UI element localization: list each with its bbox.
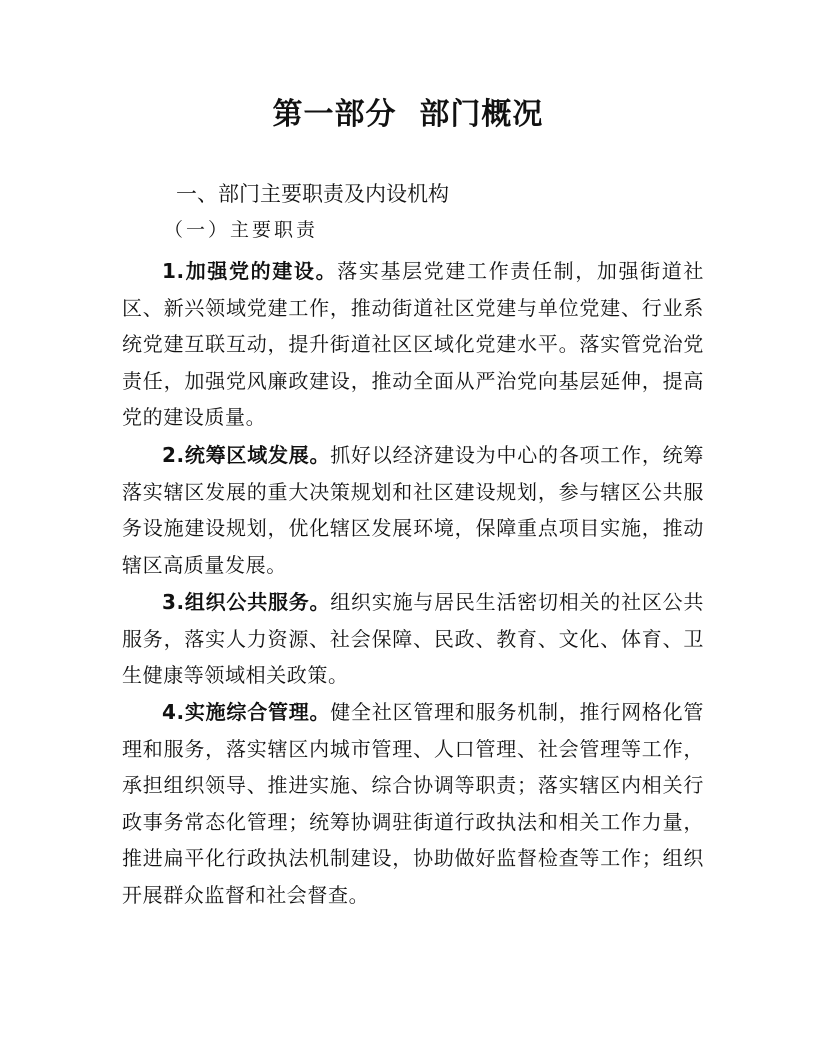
duty-4-lead: 4.实施综合管理。 <box>162 700 331 724</box>
duty-3-lead: 3.组织公共服务。 <box>162 590 331 614</box>
duty-paragraph-3 <box>122 584 704 694</box>
subsection-heading: （一）主要职责 <box>164 219 319 241</box>
duty-4-text: 健全社区管理和服务机制，推行网格化管理和服务，落实辖区内城市管理、人口管理、社会管理等工作，承担组织领导、推进实施、综合协调等职责；落实辖区内相关行政事务常态化管理；统筹协调驻街道行政执法和相关工作力量，推进扁平化行政执法机制建设，协助做好监督检查等工作；组织开展群众监督和社会督查。 <box>122 700 704 907</box>
duty-3-text: 组织实施与居民生活密切相关的社区公共服务，落实人力资源、社会保障、民政、教育、文化、体育、卫生健康等领域相关政策。 <box>122 590 704 687</box>
duty-paragraph-2 <box>122 437 704 583</box>
duty-2-lead: 2.统筹区域发展。 <box>162 443 331 467</box>
duty-2-text: 抓好以经济建设为中心的各项工作，统筹落实辖区发展的重大决策规划和社区建设规划，参与辖区公共服务设施建设规划，优化辖区发展环境，保障重点项目实施，推动辖区高质量发展。 <box>122 443 704 577</box>
duty-1-lead: 1.加强党的建设。 <box>162 259 338 283</box>
section-heading: 一、部门主要职责及内设机构 <box>176 182 449 206</box>
duty-paragraph-4 <box>122 694 704 913</box>
duty-paragraph-1 <box>122 253 704 436</box>
page-title: 第一部分 部门概况 <box>272 97 544 132</box>
duty-1-text: 落实基层党建工作责任制，加强街道社区、新兴领域党建工作，推动街道社区党建与单位党建、行业系统党建互联互动，提升街道社区区域化党建水平。落实管党治党责任，加强党风廉政建设，推动全面从严治党向基层延伸，提高党的建设质量。 <box>122 259 705 429</box>
